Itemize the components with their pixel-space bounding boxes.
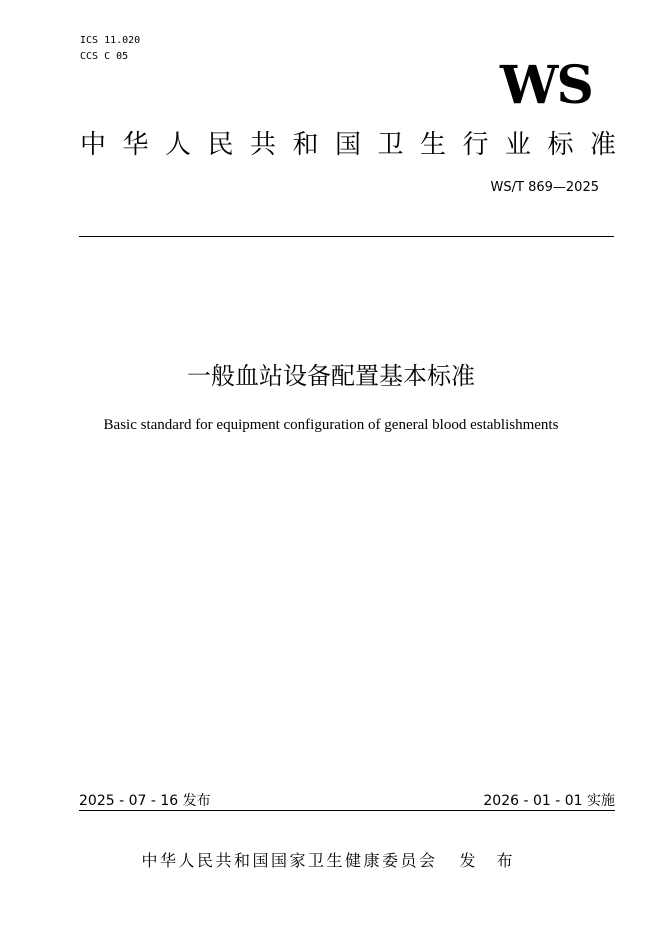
ccs-code: CCS C 05 [80, 51, 129, 62]
standard-type-heading: 中华人民共和国卫生行业标准 [80, 130, 633, 160]
top-divider [79, 236, 614, 237]
document-title-zh: 一般血站设备配置基本标准 [187, 362, 475, 390]
publisher-name: 中华人民共和国国家卫生健康委员会 [141, 851, 438, 870]
bottom-divider [79, 810, 615, 811]
standard-code: WS/T 869—2025 [490, 180, 599, 195]
publisher-action: 发 布 [459, 851, 521, 870]
implementation-date: 2026 - 01 - 01 实施 [483, 793, 615, 809]
classification-codes [80, 33, 140, 65]
document-title-en: Basic standard for equipment configuration of general blood establishments [103, 417, 559, 433]
ws-logo: WS [500, 55, 592, 116]
publisher-line [0, 849, 662, 873]
issue-date: 2025 - 07 - 16 发布 [79, 793, 211, 809]
ics-code: ICS 11.020 [80, 35, 141, 46]
